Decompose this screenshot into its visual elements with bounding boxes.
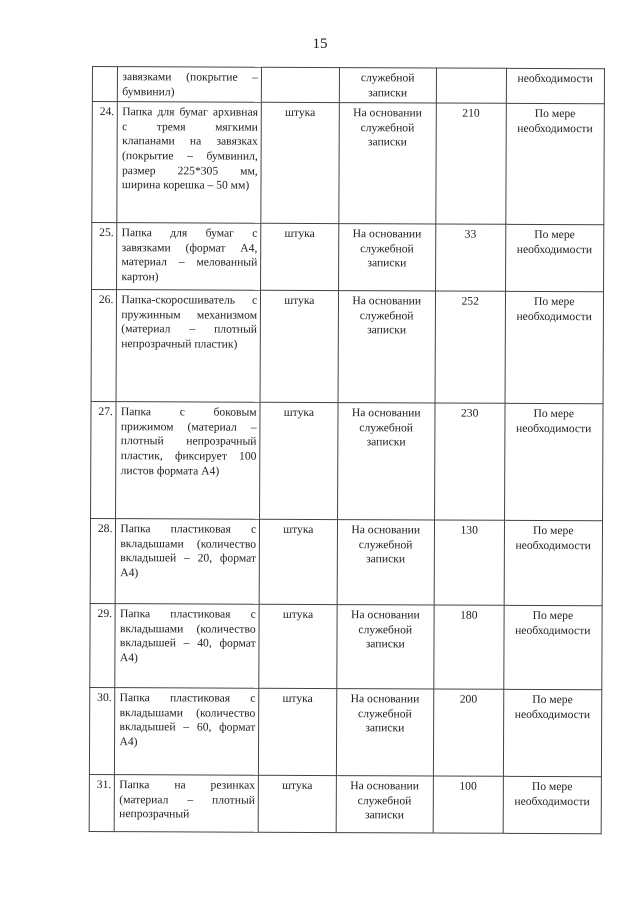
item-name-cell: Папка пластиковая с вкладышами (количество вкладышей – 40, формат А4)	[115, 604, 259, 689]
table-row	[92, 102, 605, 225]
period-cell: По мере необходимости	[505, 224, 604, 291]
item-name-cell: Папка-скоросшиватель с пружинным механизмом (материал – плотный непрозрачный пластик)	[116, 290, 260, 403]
period-cell: По мере необходимости	[505, 103, 604, 224]
basis-cell: На основании служебной записки	[336, 689, 434, 776]
row-number-cell: 29.	[90, 604, 116, 688]
table-row	[91, 290, 603, 404]
unit-cell: штука	[258, 775, 336, 832]
basis-cell: На основании служебной записки	[338, 291, 436, 403]
period-cell: необходимости	[506, 68, 605, 104]
period-cell: По мере необходимости	[503, 689, 602, 776]
row-number-cell	[92, 67, 118, 102]
table-row	[89, 688, 601, 777]
table-row	[91, 402, 604, 521]
basis-cell: На основании служебной записки	[338, 103, 436, 224]
unit-cell: штука	[259, 519, 337, 604]
unit-cell: штука	[259, 688, 337, 775]
period-cell: По мере необходимости	[503, 605, 602, 689]
unit-cell	[262, 67, 340, 103]
row-number-cell: 24.	[92, 102, 118, 223]
quantity-cell: 33	[435, 224, 505, 291]
item-name-cell: завязками (покрытие – бумвинил)	[118, 67, 262, 103]
quantity-cell: 210	[436, 103, 506, 224]
table-row	[92, 223, 604, 292]
item-name-cell: Папка пластиковая с вкладышами (количество вкладышей – 20, формат А4)	[116, 519, 260, 605]
unit-cell: штука	[261, 223, 339, 290]
quantity-cell: 200	[433, 689, 503, 776]
table-row	[92, 67, 604, 104]
row-number-cell: 31.	[89, 775, 115, 832]
row-number-cell: 30.	[89, 688, 115, 775]
table-row	[89, 775, 601, 834]
basis-cell: служебной записки	[339, 68, 436, 104]
table-row	[90, 604, 602, 690]
row-number-cell: 25.	[92, 223, 118, 290]
supplies-table	[89, 66, 605, 834]
basis-cell: На основании служебной записки	[337, 403, 435, 520]
quantity-cell: 130	[434, 520, 504, 605]
basis-cell: На основании служебной записки	[336, 605, 434, 689]
row-number-cell: 27.	[91, 402, 117, 519]
supplies-table-container	[89, 66, 605, 834]
item-name-cell: Папка для бумаг архивная с тремя мягкими клапанами на завязках (покрытие – бумвинил, размер 225*305 мм, ширина корешка – 50 мм)	[117, 102, 261, 224]
table-row	[90, 519, 602, 606]
period-cell: По мере необходимости	[504, 403, 603, 520]
unit-cell: штука	[260, 402, 338, 519]
unit-cell: штука	[260, 290, 338, 402]
period-cell: По мере необходимости	[504, 520, 603, 605]
basis-cell: На основании служебной записки	[336, 776, 434, 833]
period-cell: По мере необходимости	[503, 776, 602, 833]
row-number-cell: 26.	[91, 290, 117, 402]
item-name-cell: Папка для бумаг с завязками (формат А4, материал – мелованный картон)	[117, 223, 261, 291]
item-name-cell: Папка на резинках (материал – плотный непрозрачный	[115, 775, 259, 833]
item-name-cell: Папка с боковым прижимом (материал – плотный непрозрачный пластик, фиксирует 100 листов формата А4)	[116, 402, 260, 520]
basis-cell: На основании служебной записки	[338, 224, 436, 291]
item-name-cell: Папка пластиковая с вкладышами (количество вкладышей – 60, формат А4)	[115, 688, 259, 776]
unit-cell: штука	[259, 604, 337, 688]
period-cell: По мере необходимости	[505, 291, 604, 403]
quantity-cell: 230	[434, 403, 504, 520]
quantity-cell: 100	[433, 776, 503, 833]
quantity-cell: 180	[434, 605, 504, 689]
quantity-cell	[436, 68, 506, 103]
unit-cell: штука	[261, 102, 339, 223]
quantity-cell: 252	[435, 291, 505, 403]
basis-cell: На основании служебной записки	[337, 520, 435, 605]
row-number-cell: 28.	[90, 519, 116, 604]
page-number: 15	[312, 36, 328, 52]
